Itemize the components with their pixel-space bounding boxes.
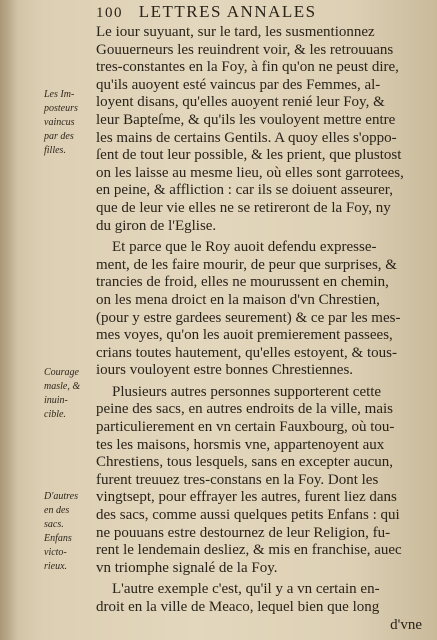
text-line: Gouuerneurs les reuindrent voir, & les retrouuans <box>96 41 394 58</box>
margin-note-line: rieux. <box>44 561 68 572</box>
text-line: Et parce que le Roy auoit defendu expresse- <box>112 239 377 256</box>
text-line: des sacs, comme aussi quelques petits Enfans : qui <box>96 507 400 524</box>
margin-note-line: filles. <box>44 145 66 156</box>
margin-note-line: Courage <box>44 367 79 378</box>
paragraph <box>96 239 426 380</box>
catchword: d'vne <box>390 616 422 633</box>
margin-note-line: sacs. <box>44 519 64 530</box>
text-line: tes les maisons, horsmis vne, appartenoyent aux <box>96 436 385 453</box>
text-line: Plusieurs autres personnes supporterent cette <box>112 383 382 400</box>
paragraph <box>96 581 426 634</box>
margin-note-line: posteurs <box>44 103 78 114</box>
margin-note-imposteurs <box>44 88 96 158</box>
text-line: on les laisse au mesme lieu, où elles sont garrotees, <box>96 164 404 181</box>
margin-note-line: inuin- <box>44 395 68 406</box>
paragraph <box>96 24 426 235</box>
text-line: leur Bapteſme, & qu'ils les vouloyent mettre entre <box>96 111 396 128</box>
text-line: les mains de certains Gentils. A quoy elles s'oppo- <box>96 129 397 146</box>
text-line: en peine, & affliction : car ils se doiuent asseurer, <box>96 182 393 199</box>
text-line: du giron de l'Eglise. <box>96 217 217 234</box>
margin-note-line: masle, & <box>44 381 81 392</box>
margin-note-courage <box>44 366 96 422</box>
text-line: loyent disans, qu'elles auoyent renié leur Foy, & <box>96 94 385 111</box>
text-line: peine des sacs, en autres endroits de la ville, mais <box>96 401 393 418</box>
text-line: crians toutes hautement, qu'elles estoyent, & tous- <box>96 344 397 361</box>
margin-note-line: cible. <box>44 409 66 420</box>
text-line: particulierement en vn certain Fauxbourg, où tou- <box>96 419 395 436</box>
text-line: trancies de froid, elles ne mourussent en chemin, <box>96 274 389 291</box>
text-line: vingtsept, pour effrayer les autres, furent liez dans <box>96 489 397 506</box>
text-line: furent treuuez tres-constans en la Foy. Dont les <box>96 471 379 488</box>
page-header <box>96 2 426 24</box>
margin-note-line: vaincus <box>44 117 75 128</box>
text-line: tres-constantes en la Foy, à fin qu'on ne peust dire, <box>96 59 399 76</box>
text-line: mes voyes, qu'on les auoit premierement passees, <box>96 327 393 344</box>
text-line: droit en la ville de Meaco, lequel bien que long <box>96 599 380 615</box>
body-text <box>96 24 426 634</box>
text-line: Le iour suyuant, sur le tard, les susmentionnez <box>96 24 375 40</box>
margin-note-line: en des <box>44 505 70 516</box>
margin-note-line: Les Im- <box>44 89 75 100</box>
text-line: que de leur vie elles ne se retireront de la Foy, ny <box>96 199 391 216</box>
margin-note-sacs <box>44 490 96 574</box>
text-line: ſent de tout leur possible, & les prient, que plustost <box>96 147 402 164</box>
text-line: vn triomphe signalé de la Foy. <box>96 559 278 576</box>
text-line: on les mena droict en la maison d'vn Chrestien, <box>96 291 380 308</box>
text-line: (pour y estre gardees seurement) & ce par les mes- <box>96 309 401 326</box>
text-line: ment, de les faire mourir, de peur que surprises, & <box>96 256 397 273</box>
text-line: L'autre exemple c'est, qu'il y a vn certain en- <box>112 581 380 598</box>
page-number: 100 <box>96 5 123 21</box>
text-line: ne pouuans estre destournez de leur Religion, fu- <box>96 524 391 541</box>
paragraph <box>96 384 426 578</box>
text-line: rent le lendemain desliez, & mis en franchise, auec <box>96 542 402 559</box>
text-line: iours vouloyent estre bonnes Chrestiennes. <box>96 362 354 379</box>
margin-note-line: Enfans <box>44 533 72 544</box>
margin-note-line: par des <box>44 131 74 142</box>
running-title: LETTRES ANNALES <box>138 2 317 21</box>
margin-note-line: victo- <box>44 547 67 558</box>
margin-note-line: D'autres <box>44 491 78 502</box>
text-line: Chrestiens, tous lesquels, sans en excepter aucun, <box>96 454 394 471</box>
text-line: qu'ils auoyent esté vaincus par des Femmes, al- <box>96 76 381 93</box>
